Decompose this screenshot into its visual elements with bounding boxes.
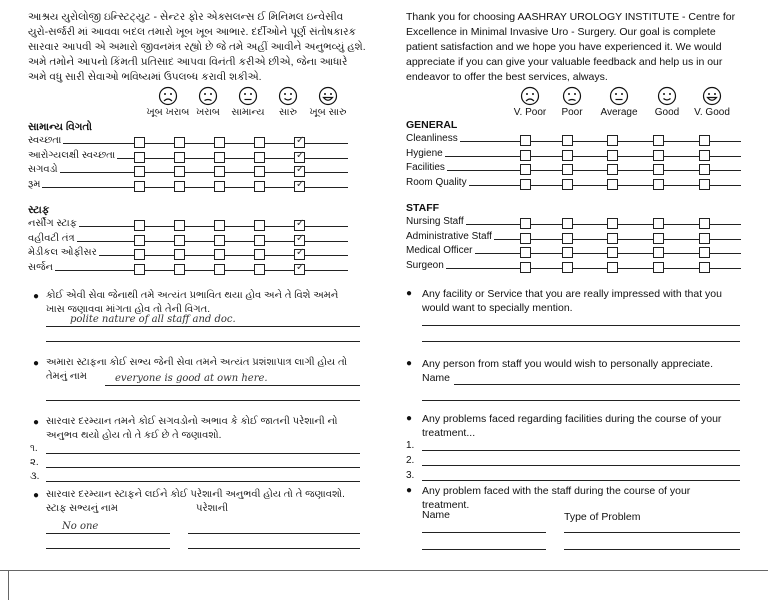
check-mark-icon: ✓ xyxy=(296,178,305,190)
staff-gu-checkbox[interactable] xyxy=(174,249,185,260)
check-mark-icon: ✓ xyxy=(296,261,305,273)
general-gu-label: આરોગ્યલક્ષી સ્વચ્છતા xyxy=(28,149,116,161)
check-mark-icon: ✓ xyxy=(296,247,305,258)
smile-face-icon xyxy=(278,86,298,106)
q2-answer-gu[interactable]: everyone is good at own here. xyxy=(115,373,268,384)
q4-answer-gu[interactable]: No one xyxy=(62,521,99,532)
general-en-label: Room Quality xyxy=(406,176,467,188)
general-gu-checkbox[interactable] xyxy=(214,137,225,148)
bullet: ● xyxy=(406,485,413,496)
q3-en: Any problems faced regarding facilities during the course of your treatment... xyxy=(422,413,722,439)
staff-en-checkbox[interactable] xyxy=(607,262,618,273)
q4-col-problem-gu: પરેશાની xyxy=(196,503,229,514)
general-en-row xyxy=(406,162,741,176)
staff-en-row xyxy=(406,216,741,230)
general-en-checkbox[interactable] xyxy=(699,150,710,161)
staff-gu-checkbox[interactable] xyxy=(134,235,145,246)
staff-en-row xyxy=(406,260,741,274)
general-gu-checkbox[interactable] xyxy=(294,149,305,163)
staff-en-checkbox[interactable] xyxy=(607,247,618,258)
general-gu-checkbox[interactable] xyxy=(134,181,145,192)
big-smile-face-icon xyxy=(702,86,722,106)
staff-gu-checkbox[interactable] xyxy=(134,220,145,231)
general-en-checkbox[interactable] xyxy=(562,150,573,161)
answer-line xyxy=(422,465,740,466)
answer-line xyxy=(422,400,740,401)
bullet: ● xyxy=(406,358,413,369)
general-gu-checkbox[interactable] xyxy=(294,166,305,177)
rating-scale-gu xyxy=(146,86,347,118)
general-gu-checkbox[interactable] xyxy=(254,181,265,192)
answer-line xyxy=(188,548,360,549)
staff-en-checkbox[interactable] xyxy=(653,218,664,229)
staff-en-checkbox[interactable] xyxy=(607,233,618,244)
staff-gu-checkbox[interactable] xyxy=(214,249,225,260)
dotted-leader xyxy=(406,156,741,157)
general-en-checkbox[interactable] xyxy=(607,150,618,161)
very-sad-face-icon xyxy=(158,86,178,106)
rating-very-good: V. Good xyxy=(689,86,735,118)
staff-en-checkbox[interactable] xyxy=(520,262,531,273)
staff-en-row xyxy=(406,245,741,259)
general-gu-checkbox[interactable] xyxy=(174,166,185,177)
staff-gu-label: વહીવટી તંત્ર xyxy=(28,232,75,244)
check-mark-icon: ✓ xyxy=(296,218,305,229)
sad-face-icon xyxy=(198,86,218,106)
bullet: ● xyxy=(406,288,413,299)
q2-name-label-en: Name xyxy=(422,372,451,384)
answer-line xyxy=(564,532,740,533)
general-gu-checkbox[interactable] xyxy=(214,152,225,163)
staff-en-checkbox[interactable] xyxy=(562,262,573,273)
staff-gu-checkbox[interactable] xyxy=(134,264,145,275)
general-gu-checkbox[interactable] xyxy=(254,166,265,177)
check-mark-icon: ✓ xyxy=(296,232,305,244)
general-gu-row xyxy=(28,164,348,178)
sad-face-icon xyxy=(562,86,582,106)
staff-gu-checkbox[interactable] xyxy=(294,232,305,246)
answer-line xyxy=(46,548,170,549)
staff-en-label: Surgeon xyxy=(406,259,444,271)
staff-en-checkbox[interactable] xyxy=(699,218,710,229)
staff-en-checkbox[interactable] xyxy=(520,233,531,244)
staff-en-checkbox[interactable] xyxy=(653,247,664,258)
answer-line xyxy=(46,481,360,482)
neutral-face-icon xyxy=(238,86,258,106)
general-gu-checkbox[interactable] xyxy=(294,178,305,192)
page-edge xyxy=(0,570,768,571)
staff-gu-checkbox[interactable] xyxy=(254,220,265,231)
q1-gu: કોઈ એવી સેવા જેનાથી તમે અત્યંત પ્રભાવિત થયા હોવ અને તે વિશે અમને ખાસ જણાવવા માંગતા હોવ તો તેની વિગત. xyxy=(46,290,339,315)
answer-line xyxy=(422,325,740,326)
staff-en-checkbox[interactable] xyxy=(520,218,531,229)
answer-line xyxy=(188,533,360,534)
bullet: ● xyxy=(406,413,413,424)
answer-line xyxy=(46,467,360,468)
general-en-checkbox[interactable] xyxy=(699,164,710,175)
general-gu-checkbox[interactable] xyxy=(174,181,185,192)
staff-gu-checkbox[interactable] xyxy=(294,220,305,231)
answer-line xyxy=(46,533,170,534)
staff-gu-checkbox[interactable] xyxy=(214,235,225,246)
general-gu-checkbox[interactable] xyxy=(174,152,185,163)
staff-gu-checkbox[interactable] xyxy=(294,261,305,275)
general-gu-checkbox[interactable] xyxy=(134,166,145,177)
general-en-checkbox[interactable] xyxy=(562,135,573,146)
english-intro: Thank you for choosing AASHRAY UROLOGY INSTITUTE - Centre for Excellence in Minimal Invasive Uro - Surgery. Our goal is complete patient satisfaction and we hope you have experienced it. We would appreciate if you can give your valuable feedback and help us in our endeavor to offer the best services, always. xyxy=(406,11,736,83)
general-gu-checkbox[interactable] xyxy=(294,137,305,148)
q4-gu: સારવાર દરમ્યાન સ્ટાફને લઈને કોઈ પરેશાની અનુભવી હોય તો તે જણાવશો. xyxy=(46,489,345,500)
staff-gu-checkbox[interactable] xyxy=(294,249,305,260)
very-sad-face-icon xyxy=(520,86,540,106)
staff-en-checkbox[interactable] xyxy=(653,233,664,244)
staff-gu-label: મેડીકલ ઓફીસર xyxy=(28,247,97,258)
check-mark-icon: ✓ xyxy=(296,149,305,161)
general-gu-label: રૂમ xyxy=(28,178,41,190)
staff-en-checkbox[interactable] xyxy=(562,218,573,229)
general-gu-label: સગવડો xyxy=(28,164,58,175)
answer-line xyxy=(422,549,546,550)
general-en-checkbox[interactable] xyxy=(699,135,710,146)
general-en-checkbox[interactable] xyxy=(653,135,664,146)
answer-line xyxy=(46,453,360,454)
english-page: Thank you for choosing AASHRAY UROLOGY INSTITUTE - Centre for Excellence in Minimal Invasive Uro - Surgery. Our goal is complete patient satisfaction and we hope you have experienced it. We would appreciate if you can give your valuable feedback and help us in our endeavor to offer the best services, always. V. Poor Poor Average Good V. Good GENERAL Cleanliness Hygiene Facilities Room Quality STAFF Nursing Staff Administrative Staff Medical Officer Surgeon ● Any facility or Service that you are really impressed with that you would want to specially mention. ● Any person from staff you would wish to personally appreciate. Name ● Any problems faced regarding facilities during the course of your treatment... 1. 2. 3. ● Any problem faced with the staff during the course of your treatment. Name Type of Problem xyxy=(384,0,768,600)
rating-poor: Poor xyxy=(551,86,593,118)
check-mark-icon: ✓ xyxy=(296,135,305,146)
check-mark-icon: ✓ xyxy=(296,164,305,175)
q2-en: Any person from staff you would wish to personally appreciate. xyxy=(422,358,714,370)
staff-en-label: Nursing Staff xyxy=(406,216,464,227)
general-gu-checkbox[interactable] xyxy=(254,137,265,148)
answer-line xyxy=(422,532,546,533)
rating-average: સામાન્ય xyxy=(230,86,266,118)
staff-gu-row xyxy=(28,247,348,261)
general-gu-checkbox[interactable] xyxy=(214,166,225,177)
q4-col-name-en: Name xyxy=(422,509,451,521)
bullet: ● xyxy=(33,358,40,369)
rating-good: સારુ xyxy=(270,86,306,118)
staff-gu-checkbox[interactable] xyxy=(214,264,225,275)
answer-line xyxy=(105,385,360,386)
general-en-checkbox[interactable] xyxy=(520,150,531,161)
answer-line xyxy=(46,341,360,342)
rating-scale-en xyxy=(509,86,735,118)
answer-line xyxy=(46,326,360,327)
answer-line xyxy=(422,480,740,481)
staff-gu-checkbox[interactable] xyxy=(254,264,265,275)
general-en-checkbox[interactable] xyxy=(520,135,531,146)
rating-average: Average xyxy=(593,86,645,118)
staff-gu-label: નર્સીંગ સ્ટાફ xyxy=(28,218,77,229)
rating-very-poor: V. Poor xyxy=(509,86,551,118)
general-en-checkbox[interactable] xyxy=(520,179,531,190)
smile-face-icon xyxy=(657,86,677,106)
q4-col-staff-gu: સ્ટાફ સભ્યનું નામ xyxy=(46,503,118,514)
staff-en-checkbox[interactable] xyxy=(699,262,710,273)
general-en-checkbox[interactable] xyxy=(607,179,618,190)
general-en-row xyxy=(406,177,741,191)
bullet: ● xyxy=(33,291,40,302)
staff-gu-checkbox[interactable] xyxy=(214,220,225,231)
rating-very-poor: ખૂબ ખરાબ xyxy=(150,86,186,118)
staff-gu-row xyxy=(28,262,348,276)
general-title-gu: સામાન્ય વિગતો xyxy=(28,121,93,133)
general-gu-row xyxy=(28,179,348,193)
staff-en-row xyxy=(406,231,741,245)
general-gu-checkbox[interactable] xyxy=(254,152,265,163)
general-en-row xyxy=(406,148,741,162)
answer-line xyxy=(46,400,360,401)
staff-en-checkbox[interactable] xyxy=(607,218,618,229)
staff-gu-checkbox[interactable] xyxy=(174,264,185,275)
staff-en-checkbox[interactable] xyxy=(699,233,710,244)
staff-en-checkbox[interactable] xyxy=(562,233,573,244)
bullet: ● xyxy=(33,417,40,428)
general-en-checkbox[interactable] xyxy=(699,179,710,190)
general-en-checkbox[interactable] xyxy=(562,164,573,175)
staff-title-en: STAFF xyxy=(406,202,440,214)
general-title-en: GENERAL xyxy=(406,119,458,131)
general-en-checkbox[interactable] xyxy=(653,150,664,161)
answer-line xyxy=(422,450,740,451)
q1-en: Any facility or Service that you are really impressed with that you would want to specially mention. xyxy=(422,288,722,314)
staff-en-checkbox[interactable] xyxy=(562,247,573,258)
general-en-checkbox[interactable] xyxy=(607,135,618,146)
staff-gu-checkbox[interactable] xyxy=(254,235,265,246)
q2-gu: અમારા સ્ટાફના કોઈ સભ્ય જેની સેવા તમને અત્યંત પ્રશંશાપાત્ર લાગી હોય તો તેમનું નામ xyxy=(46,357,348,382)
general-gu-label: સ્વચ્છતા xyxy=(28,135,62,146)
staff-title-gu: સ્ટાફ xyxy=(28,204,50,216)
rating-very-good: ખૂબ સારુ xyxy=(310,86,346,118)
staff-en-checkbox[interactable] xyxy=(520,247,531,258)
general-gu-checkbox[interactable] xyxy=(134,152,145,163)
general-en-row xyxy=(406,133,741,147)
general-en-label: Facilities xyxy=(406,162,445,173)
staff-en-label: Medical Officer xyxy=(406,245,473,256)
neutral-face-icon xyxy=(609,86,629,106)
general-en-checkbox[interactable] xyxy=(520,164,531,175)
dotted-leader xyxy=(406,170,741,171)
general-en-checkbox[interactable] xyxy=(562,179,573,190)
rating-poor: ખરાબ xyxy=(190,86,226,118)
bullet: ● xyxy=(33,490,40,501)
answer-line xyxy=(422,341,740,342)
staff-gu-label: સર્જન xyxy=(28,261,54,273)
rating-good: Good xyxy=(645,86,689,118)
dotted-leader xyxy=(406,268,741,269)
general-en-label: Hygiene xyxy=(406,147,443,159)
staff-gu-row xyxy=(28,233,348,247)
gujarati-intro: આશ્રય યુરોલોજી ઇન્સ્ટિટ્યુટ - સેન્ટર ફોર એક્સલન્સ ઈ મિનિમલ ઇન્વેસીવ યુરો-સર્જરી માં આવવા બદલ તમારો ખૂબ ખૂબ આભાર. દર્દીઓને પૂર્ણ સંતોષકારક સારવાર આપવી એ અમારો જીવનમંત્ર રહ્યો છે જે તમે અહીં આવીને અનુભવ્યું હશે. અમે તમોને આપનો કિંમતી પ્રતિસાદ આપવા વિનંતી કરીએ છીએ, જેના આધારે અમે વધુ સારી સેવાઓ ભવિષ્યમાં ઉપલબ્ધ કરાવી શકીએ. xyxy=(28,11,366,83)
q3-gu: સારવાર દરમ્યાન તમને કોઈ સગવડોનો અભાવ કે કોઈ જાતની પરેશાની નો અનુભવ થયો હોય તો તે કઈ છે તે જણાવશો. xyxy=(46,416,338,441)
staff-gu-checkbox[interactable] xyxy=(254,249,265,260)
staff-en-label: Administrative Staff xyxy=(406,230,492,242)
general-gu-row xyxy=(28,135,348,149)
general-en-label: Cleanliness xyxy=(406,133,458,144)
q1-answer-gu[interactable]: polite nature of all staff and doc. xyxy=(70,314,236,325)
general-en-checkbox[interactable] xyxy=(653,179,664,190)
answer-line xyxy=(454,384,740,385)
general-gu-checkbox[interactable] xyxy=(214,181,225,192)
q4-en: Any problem faced with the staff during the course of your treatment. xyxy=(422,485,691,511)
general-en-checkbox[interactable] xyxy=(607,164,618,175)
staff-gu-row xyxy=(28,218,348,232)
staff-gu-checkbox[interactable] xyxy=(134,249,145,260)
big-smile-face-icon xyxy=(318,86,338,106)
general-gu-checkbox[interactable] xyxy=(134,137,145,148)
answer-line xyxy=(564,549,740,550)
general-gu-row xyxy=(28,150,348,164)
staff-en-checkbox[interactable] xyxy=(653,262,664,273)
staff-gu-checkbox[interactable] xyxy=(174,235,185,246)
staff-gu-checkbox[interactable] xyxy=(174,220,185,231)
page-edge xyxy=(8,570,9,600)
gujarati-page: આશ્રય યુરોલોજી ઇન્સ્ટિટ્યુટ - સેન્ટર ફોર એક્સલન્સ ઈ મિનિમલ ઇન્વેસીવ યુરો-સર્જરી માં આવવા બદલ તમારો ખૂબ ખૂબ આભાર. દર્દીઓને પૂર્ણ સંતોષકારક સારવાર આપવી એ અમારો જીવનમંત્ર રહ્યો છે જે તમે અહીં આવીને અનુભવ્યું હશે. અમે તમોને આપનો કિંમતી પ્રતિસાદ આપવા વિનંતી કરીએ છીએ, જેના આધારે અમે વધુ સારી સેવાઓ ભવિષ્યમાં ઉપલબ્ધ કરાવી શકીએ. ખૂબ ખરાબ ખરાબ સામાન્ય સારુ ખૂબ સારુ સામાન્ય વિગતો સ્વચ્છતા ✓ આરોગ્યલક્ષી સ્વચ્છતા ✓ સગવડો ✓ રૂમ ✓ સ્ટાફ નર્સીંગ સ્ટાફ ✓ વહીવટી તંત્ર ✓ મેડીકલ ઓફીસર ✓ સર્જન ✓ ● કોઈ એવી સેવા જેનાથી તમે અત્યંત પ્રભાવિત થયા હોવ અને તે વિશે અમને ખાસ જણાવવા માંગતા હોવ તો તેની વિગત. polite nature of all staff and doc. ● અમારા સ્ટાફના કોઈ સભ્ય જેની સેવા તમને અત્યંત પ્રશંશાપાત્ર લાગી હોય તો તેમનું નામ everyone is good at own here. ● સારવાર દરમ્યાન તમને કોઈ સગવડોનો અભાવ કે કોઈ જાતની પરેશાની નો અનુભવ થયો હોય તો તે કઈ છે તે જણાવશો. ૧. ૨. ૩. ● સારવાર દરમ્યાન સ્ટાફને લઈને કોઈ પરેશાની અનુભવી હોય તો તે જણાવશો. સ્ટાફ સભ્યનું નામ પરેશાની No one xyxy=(0,0,384,600)
general-en-checkbox[interactable] xyxy=(653,164,664,175)
general-gu-checkbox[interactable] xyxy=(174,137,185,148)
staff-en-checkbox[interactable] xyxy=(699,247,710,258)
q4-col-problem-en: Type of Problem xyxy=(564,511,641,523)
